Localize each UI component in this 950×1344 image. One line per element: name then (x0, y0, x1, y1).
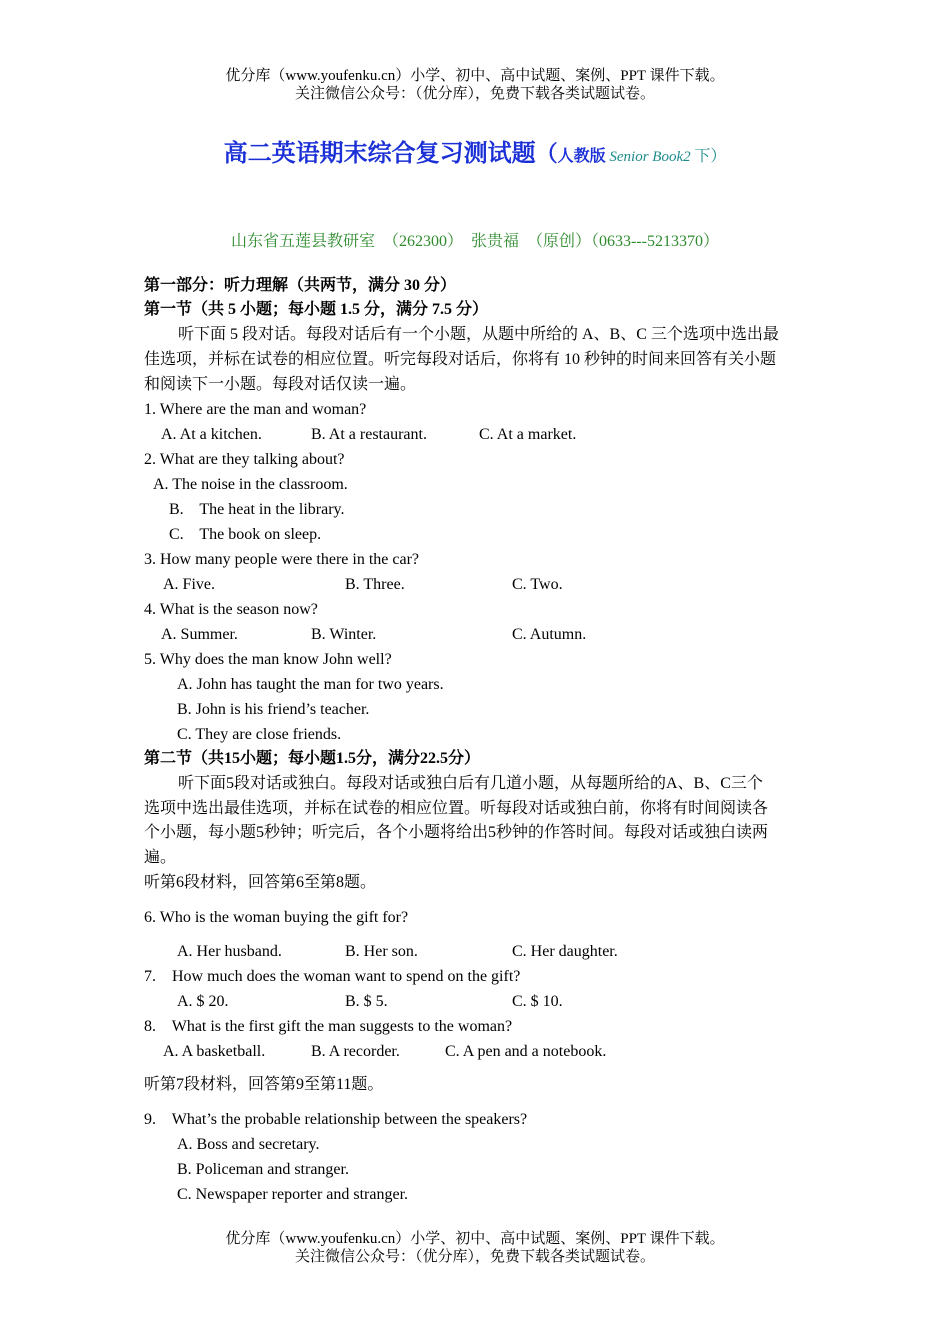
question-6-option-a: A. Her husband. (177, 943, 282, 960)
question-8-option-c: C. A pen and a notebook. (445, 1043, 607, 1060)
question-6-option-b: B. Her son. (345, 943, 418, 960)
page-title (0, 133, 950, 168)
question-8-option-a: A. A basketball. (163, 1043, 266, 1060)
section2-instruction-1: 听下面5段对话或独白。每段对话或独白后有几道小题，从每题所给的A、B、C三个 (178, 775, 763, 792)
question-8-stem: 8. What is the first gift the man suggests to the woman? (144, 1018, 513, 1035)
question-5-option-a: A. John has taught the man for two years. (177, 676, 444, 693)
header-line-2: 关注微信公众号：（优分库），免费下载各类试题试卷。 (294, 86, 655, 102)
question-4-option-a: A. Summer. (161, 626, 238, 643)
question-9-option-c: C. Newspaper reporter and stranger. (177, 1186, 409, 1203)
question-7-option-a: A. $ 20. (177, 993, 229, 1010)
question-3-option-b: B. Three. (345, 576, 405, 593)
question-2-stem: 2. What are they talking about? (144, 451, 345, 468)
footer-line-2: 关注微信公众号：（优分库），免费下载各类试题试卷。 (294, 1249, 655, 1265)
question-5-stem: 5. Why does the man know John well? (144, 651, 392, 668)
question-7-option-c: C. $ 10. (512, 993, 563, 1010)
title-edition: 人教版 (557, 146, 606, 165)
question-7-stem: 7. How much does the woman want to spend on the gift? (144, 968, 521, 985)
title-volume: 下） (694, 148, 727, 165)
section1-instruction-1: 听下面 5 段对话。每段对话后有一个小题，从题中所给的 A、B、C 三个选项中选出最 (178, 326, 779, 343)
question-4-stem: 4. What is the season now? (144, 601, 318, 618)
question-3-option-a: A. Five. (163, 576, 215, 593)
question-1-option-b: B. At a restaurant. (311, 426, 427, 443)
question-1-option-a: A. At a kitchen. (161, 426, 262, 443)
part1-heading: 第一部分：听力理解（共两节，满分 30 分） (144, 277, 457, 294)
section2-instruction-2: 选项中选出最佳选项，并标在试卷的相应位置。听每段对话或独白前，你将有时间阅读各 (144, 800, 769, 817)
author-line: 山东省五莲县教研室 （262300） 张贵福 （原创）（0633---5213370） (231, 233, 719, 250)
section2-instruction-3: 个小题，每小题5秒钟；听完后，各个小题将给出5秒钟的作答时间。每段对话或独白读两 (144, 824, 769, 841)
question-5-option-b: B. John is his friend’s teacher. (177, 701, 370, 718)
question-5-option-c: C. They are close friends. (177, 726, 342, 743)
footer-line-1: 优分库（www.youfenku.cn）小学、初中、高中试题、案例、PPT 课件下载。 (225, 1231, 725, 1247)
title-main: 高二英语期末综合复习测试题 (223, 139, 536, 167)
question-2-option-b: B. The heat in the library. (169, 501, 345, 518)
question-2-option-c: C. The book on sleep. (169, 526, 322, 543)
section1-heading: 第一节（共 5 小题；每小题 1.5 分，满分 7.5 分） (144, 301, 489, 318)
question-6-option-c: C. Her daughter. (512, 943, 618, 960)
question-3-option-c: C. Two. (512, 576, 563, 593)
section2-instruction-4: 遍。 (144, 849, 177, 866)
section1-instruction-2: 佳选项，并标在试卷的相应位置。听完每段对话后，你将有 10 秒钟的时间来回答有关小题 (144, 351, 777, 368)
question-9-option-a: A. Boss and secretary. (177, 1136, 320, 1153)
section2-heading: 第二节（共15小题；每小题1.5分，满分22.5分） (144, 750, 481, 767)
question-2-option-a: A. The noise in the classroom. (153, 476, 348, 493)
title-open-paren: （ (535, 141, 558, 166)
question-9-stem: 9. What’s the probable relationship between the speakers? (144, 1111, 528, 1128)
title-book: Senior Book2 (605, 149, 695, 165)
material-6-note: 听第6段材料，回答第6至第8题。 (144, 874, 377, 891)
material-7-note: 听第7段材料，回答第9至第11题。 (144, 1076, 384, 1093)
section1-instruction-3: 和阅读下一小题。每段对话仅读一遍。 (144, 376, 417, 393)
question-4-option-b: B. Winter. (311, 626, 377, 643)
question-1-stem: 1. Where are the man and woman? (144, 401, 367, 418)
question-6-stem: 6. Who is the woman buying the gift for? (144, 909, 409, 926)
question-1-option-c: C. At a market. (479, 426, 577, 443)
header-line-1: 优分库（www.youfenku.cn）小学、初中、高中试题、案例、PPT 课件下载。 (225, 68, 725, 84)
question-8-option-b: B. A recorder. (311, 1043, 400, 1060)
question-4-option-c: C. Autumn. (512, 626, 587, 643)
question-9-option-b: B. Policeman and stranger. (177, 1161, 349, 1178)
question-7-option-b: B. $ 5. (345, 993, 388, 1010)
question-3-stem: 3. How many people were there in the car? (144, 551, 419, 568)
